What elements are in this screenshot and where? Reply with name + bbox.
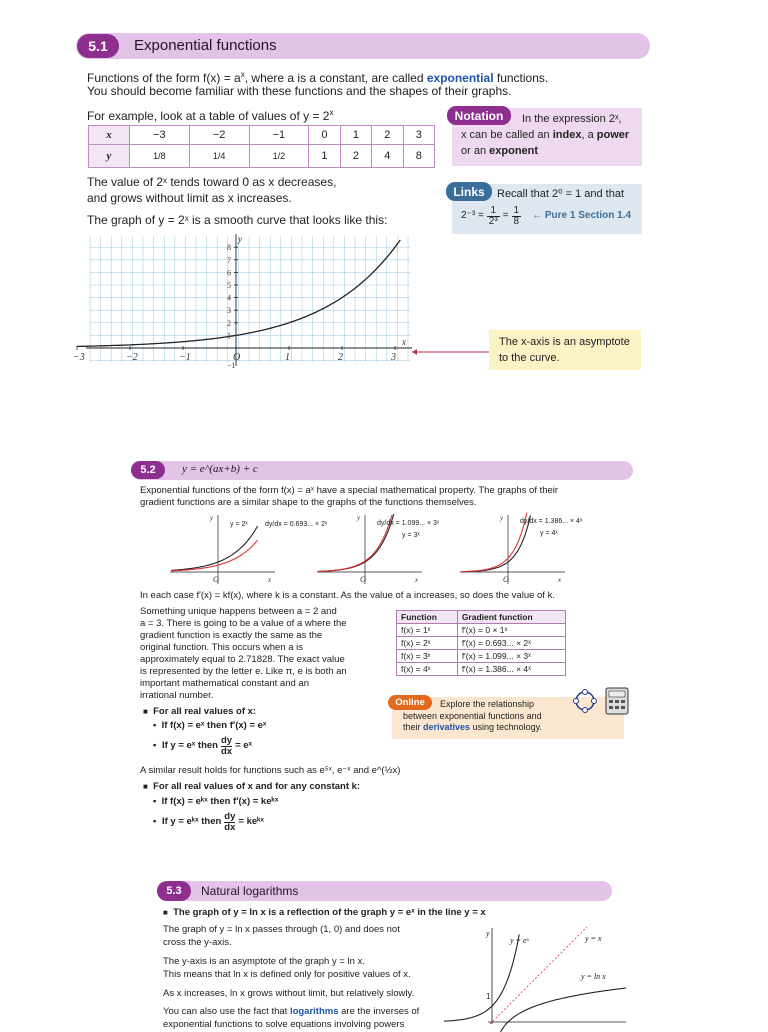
para-line: is represented by the letter e. Like π, e is both an	[140, 666, 347, 677]
table-cell: 0	[309, 126, 340, 145]
links-tag: Links	[446, 182, 492, 201]
ln-para-4: You can also use the fact that logarithms are the inverses of	[163, 1006, 420, 1017]
key-point-2-bullet-2: • If y = eᵏˣ then $\frac{dy}{dx}$ = keᵏˣ	[153, 811, 264, 833]
para-line: Something unique happens between a = 2 and	[140, 606, 337, 617]
asymptote-note-line-2: to the curve.	[499, 352, 560, 364]
x-axis-label: x	[415, 576, 419, 584]
tend-line-2: and grows without limit as x increases.	[87, 191, 292, 205]
origin-label: O	[360, 575, 366, 584]
calculator-icon	[604, 686, 630, 716]
links-equation: 2⁻³ = $\frac{1}{\text{2³}}$ = $\frac{1}{8}$ ← Pure 1 Section 1.4	[461, 205, 632, 227]
links-line-1: Recall that 2⁰ = 1 and that	[497, 188, 625, 200]
table-cell: f(x) = 2ˣ	[397, 637, 458, 650]
ln-para-1b: cross the y-axis.	[163, 937, 232, 948]
y-tick-label: 5	[227, 281, 231, 290]
curve-y-equals-ex	[444, 934, 519, 1021]
notation-tag: Notation	[447, 106, 511, 125]
y-axis-label: y	[238, 234, 242, 244]
curve-y-equals-lnx	[494, 988, 626, 1032]
online-line-3: their derivatives using technology.	[403, 722, 542, 732]
tick-labels	[73, 234, 406, 370]
table-header-y: y	[89, 145, 130, 168]
table-cell: f′(x) = 1.099... × 3ˣ	[457, 650, 565, 663]
section-number: 5.2	[131, 461, 165, 479]
x-axis-label: x	[268, 576, 272, 584]
table-header-x: x	[89, 126, 130, 145]
online-line-1: Explore the relationship	[440, 699, 535, 709]
y-tick-label: 1	[227, 331, 231, 341]
section-title: y = e^(ax+b) + c	[182, 463, 258, 475]
intro-line-2: You should become familiar with these functions and the shapes of their graphs.	[87, 84, 512, 98]
example-line: For example, look at a table of values of $y = 2^x$	[87, 108, 334, 123]
table-cell: 4	[372, 145, 403, 168]
para-line: gradient function is exactly the same as the	[140, 630, 323, 641]
intro-line-1: Exponential functions of the form f(x) = aˣ have a special mathematical property. The graphs of their	[140, 485, 559, 496]
x-tick-label: −2	[126, 352, 138, 363]
y-tick-label: 4	[227, 293, 231, 303]
asymptote-note-line-1: The x-axis is an asymptote	[499, 336, 630, 348]
table-cell: 2	[372, 126, 403, 145]
table-cell: f′(x) = 1.386... × 4ˣ	[457, 663, 565, 676]
para-line: important mathematical constant and an	[140, 678, 309, 689]
x-axis-label: x	[402, 337, 406, 347]
key-point-2-bullet-1: • If f(x) = eᵏˣ then f′(x) = keᵏˣ	[153, 796, 279, 807]
ln-para-2b: This means that ln x is defined only for positive values of x.	[163, 969, 411, 980]
y-axis-label: y	[357, 514, 361, 522]
tend-line-1: The value of 2ˣ tends toward 0 as x decreases,	[87, 175, 337, 189]
notation-line-3: or an exponent	[461, 145, 539, 157]
section-title: Exponential functions	[134, 37, 277, 54]
ln-graph-one-label: 1	[486, 992, 491, 1001]
origin-label: O	[213, 575, 219, 584]
table-cell: f′(x) = 0 × 1ˣ	[457, 624, 565, 637]
line-y-equals-x	[490, 927, 587, 1024]
table-cell: 1	[340, 126, 371, 145]
intro-line-1: Functions of the form $f(x) = a^x$, where a is a constant, are called exponential functions.	[87, 70, 549, 85]
table-cell: −3	[130, 126, 190, 145]
ln-para-3: As x increases, ln x grows without limit, but relatively slowly.	[163, 988, 415, 999]
graph-label-fn: y = 3ˣ	[402, 532, 420, 539]
graph-label-deriv: dy/dx = 1.386... × 4ˣ	[520, 518, 583, 525]
values-table	[88, 125, 435, 168]
y-tick-label: 8	[227, 243, 231, 253]
x-tick-label: −1	[179, 352, 191, 363]
x-axis-label: x	[558, 576, 562, 584]
each-case-line: In each case f′(x) = kf(x), where k is a constant. As the value of a increases, so does the value of k.	[140, 590, 555, 601]
para-line: approximately equal to 2.71828. The exact value	[140, 654, 345, 665]
x-tick-label: 3	[391, 352, 396, 363]
label-y-equals-x: y = x	[585, 934, 602, 943]
asymptote-pointer	[410, 347, 500, 357]
gradient-table	[396, 610, 566, 676]
table-cell: f(x) = 3ˣ	[397, 650, 458, 663]
para-line: a = 3. There is going to be a value of a where the	[140, 618, 347, 629]
y-tick-label: −1	[227, 361, 236, 370]
graph-intro: The graph of y = 2ˣ is a smooth curve that looks like this:	[87, 213, 388, 227]
section-number: 5.1	[77, 34, 119, 58]
table-cell: −1	[249, 126, 309, 145]
intro-line-2: gradient functions are a similar shape to the graphs of the functions themselves.	[140, 497, 477, 508]
ln-para-5: exponential functions to solve equations involving powers	[163, 1019, 405, 1030]
graph-label-deriv: dy/dx = 0.693... × 2ˣ	[265, 521, 328, 528]
table-cell: f(x) = 4ˣ	[397, 663, 458, 676]
para-line: irrational number.	[140, 690, 214, 701]
notation-line-1: In the expression 2ˣ,	[522, 113, 622, 125]
online-tag: Online	[388, 695, 432, 710]
ln-para-1a: The graph of y = ln x passes through (1, 0) and does not	[163, 924, 400, 935]
table-cell: 8	[403, 145, 434, 168]
table-cell: f′(x) = 0.693... × 2ˣ	[457, 637, 565, 650]
similar-line: A similar result holds for functions such as e⁵ˣ, e⁻ˣ and e^(½x)	[140, 765, 401, 776]
online-line-2: between exponential functions and	[403, 711, 542, 721]
para-line: original function. This occurs when a is	[140, 642, 303, 653]
origin-label: O	[503, 575, 509, 584]
function-curve	[171, 526, 257, 570]
graph-label-deriv: dy/dx = 1.099... × 3ˣ	[377, 520, 440, 527]
key-point-reflection: ■ The graph of y = ln x is a reflection of the graph y = eˣ in the line y = x	[163, 907, 486, 918]
y-axis-label: y	[210, 514, 214, 522]
table-cell: f(x) = 1ˣ	[397, 624, 458, 637]
y-tick-label: 3	[227, 306, 231, 316]
y-tick-label: 7	[227, 255, 231, 265]
y-tick-label: 6	[227, 268, 231, 278]
x-tick-label: −3	[73, 352, 85, 363]
key-point-1-bullet-1: • If f(x) = eˣ then f′(x) = eˣ	[153, 720, 267, 731]
table-header: Function	[397, 611, 458, 624]
key-point-1-title: ■ For all real values of x:	[143, 706, 257, 717]
y-axis-label: y	[500, 514, 504, 522]
section-title: Natural logarithms	[201, 884, 299, 898]
x-tick-label: 2	[338, 352, 343, 363]
table-header: Gradient function	[457, 611, 565, 624]
key-point-2-title: ■ For all real values of x and for any constant k:	[143, 781, 361, 792]
section-number: 5.3	[157, 881, 191, 901]
x-tick-label: 1	[285, 352, 290, 363]
table-cell: 3	[403, 126, 434, 145]
key-point-1-bullet-2: • If y = eˣ then $\frac{dy}{dx}$ = eˣ	[153, 735, 253, 757]
graph-2-to-x	[73, 232, 416, 372]
table-cell: 1/4	[189, 145, 249, 168]
table-cell: 1/2	[249, 145, 309, 168]
notation-line-2: x can be called an index, a power	[461, 129, 630, 141]
label-y-equals-ex: y = eˣ	[510, 936, 529, 945]
ln-para-2a: The y-axis is an asymptote of the graph y = ln x.	[163, 956, 365, 967]
label-y-equals-lnx: y = ln x	[581, 972, 606, 981]
table-cell: 1	[309, 145, 340, 168]
graph-label-fn: y = 4ˣ	[540, 530, 558, 537]
table-cell: 1/8	[130, 145, 190, 168]
table-cell: 2	[340, 145, 371, 168]
table-cell: −2	[189, 126, 249, 145]
grid	[90, 236, 410, 362]
network-icon	[568, 688, 602, 714]
graph-label-fn: y = 2ˣ	[230, 521, 248, 528]
y-tick-label: 2	[227, 318, 231, 328]
x-tick-label: O	[233, 352, 241, 363]
gradient-curve	[461, 513, 527, 572]
ln-graph-y-label: y	[486, 929, 490, 938]
